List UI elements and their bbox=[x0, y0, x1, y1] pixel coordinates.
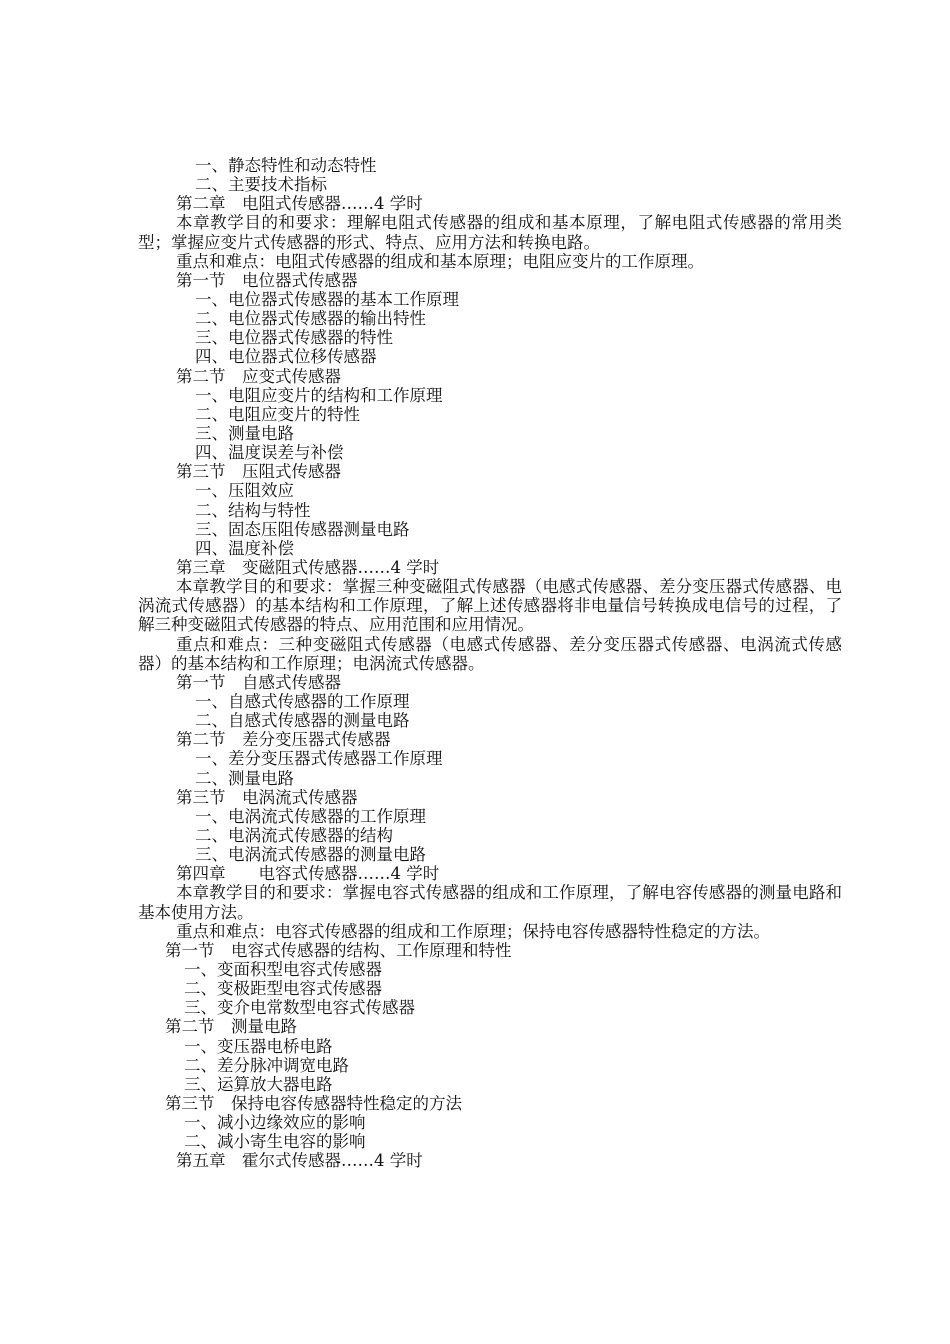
item-line: 四、温度补偿 bbox=[195, 538, 294, 558]
paragraph: 重点和难点：三种变磁阻式传感器（电感式传感器、差分变压器式传感器、电涡流式传感器）的基本结构和工作原理；电涡流式传感器。 bbox=[138, 634, 842, 673]
item-line: 二、减小寄生电容的影响 bbox=[184, 1132, 366, 1152]
paragraph: 本章教学目的和要求：掌握电容式传感器的组成和工作原理，了解电容传感器的测量电路和基本使用方法。 bbox=[138, 883, 842, 922]
paragraph: 本章教学目的和要求：掌握三种变磁阻式传感器（电感式传感器、差分变压器式传感器、电涡流式传感器）的基本结构和工作原理，了解上述传感器将非电量信号转换成电信号的过程，了解三种变磁阻式传感器的特点、应用范围和应用情况。 bbox=[138, 577, 842, 635]
section-heading: 第二节 差分变压器式传感器 bbox=[176, 730, 391, 750]
item-line: 二、主要技术指标 bbox=[195, 175, 327, 195]
item-line: 一、电涡流式传感器的工作原理 bbox=[195, 806, 426, 826]
section-heading: 第一节 自感式传感器 bbox=[176, 672, 341, 692]
chapter-heading: 第三章 变磁阻式传感器……4 学时 bbox=[176, 557, 440, 577]
paragraph: 重点和难点：电阻式传感器的组成和基本原理；电阻应变片的工作原理。 bbox=[176, 251, 704, 271]
chapter-heading: 第二章 电阻式传感器……4 学时 bbox=[176, 194, 423, 214]
item-line: 一、静态特性和动态特性 bbox=[195, 156, 377, 175]
item-line: 一、电阻应变片的结构和工作原理 bbox=[195, 385, 443, 405]
item-line: 二、电阻应变片的特性 bbox=[195, 404, 360, 424]
section-heading: 第二节 应变式传感器 bbox=[176, 366, 341, 386]
item-line: 二、电位器式传感器的输出特性 bbox=[195, 309, 426, 329]
item-line: 三、电位器式传感器的特性 bbox=[195, 328, 393, 348]
syllabus-body bbox=[138, 156, 842, 1171]
item-line: 三、固态压阻传感器测量电路 bbox=[195, 519, 410, 539]
section-heading: 第一节 电位器式传感器 bbox=[176, 270, 358, 290]
item-line: 三、变介电常数型电容式传感器 bbox=[184, 998, 415, 1018]
item-line: 三、运算放大器电路 bbox=[184, 1074, 333, 1094]
item-line: 一、变压器电桥电路 bbox=[184, 1036, 333, 1056]
item-line: 二、测量电路 bbox=[195, 768, 294, 788]
paragraph: 重点和难点：电容式传感器的组成和工作原理；保持电容传感器特性稳定的方法。 bbox=[176, 921, 770, 941]
item-line: 一、变面积型电容式传感器 bbox=[184, 960, 382, 980]
section-heading: 第二节 测量电路 bbox=[165, 1017, 297, 1037]
item-line: 四、电位器式位移传感器 bbox=[195, 347, 377, 367]
item-line: 一、减小边缘效应的影响 bbox=[184, 1113, 366, 1133]
chapter-heading: 第四章 电容式传感器……4 学时 bbox=[176, 864, 440, 884]
section-heading: 第一节 电容式传感器的结构、工作原理和特性 bbox=[165, 940, 512, 960]
section-heading: 第三节 保持电容传感器特性稳定的方法 bbox=[165, 1094, 462, 1114]
chapter-heading: 第五章 霍尔式传感器……4 学时 bbox=[176, 1151, 423, 1171]
item-line: 一、自感式传感器的工作原理 bbox=[195, 692, 410, 712]
item-line: 二、自感式传感器的测量电路 bbox=[195, 711, 410, 731]
section-heading: 第三节 压阻式传感器 bbox=[176, 462, 341, 482]
item-line: 二、结构与特性 bbox=[195, 500, 311, 520]
item-line: 一、差分变压器式传感器工作原理 bbox=[195, 749, 443, 769]
item-line: 三、测量电路 bbox=[195, 424, 294, 443]
item-line: 一、电位器式传感器的基本工作原理 bbox=[195, 290, 459, 310]
item-line: 二、变极距型电容式传感器 bbox=[184, 979, 382, 999]
item-line: 二、电涡流式传感器的结构 bbox=[195, 826, 393, 846]
item-line: 四、温度误差与补偿 bbox=[195, 443, 344, 463]
paragraph: 本章教学目的和要求：理解电阻式传感器的组成和基本原理，了解电阻式传感器的常用类型；掌握应变片式传感器的形式、特点、应用方法和转换电路。 bbox=[138, 213, 842, 252]
item-line: 二、差分脉冲调宽电路 bbox=[184, 1055, 349, 1075]
item-line: 三、电涡流式传感器的测量电路 bbox=[195, 845, 426, 865]
section-heading: 第三节 电涡流式传感器 bbox=[176, 787, 358, 807]
item-line: 一、压阻效应 bbox=[195, 481, 294, 501]
